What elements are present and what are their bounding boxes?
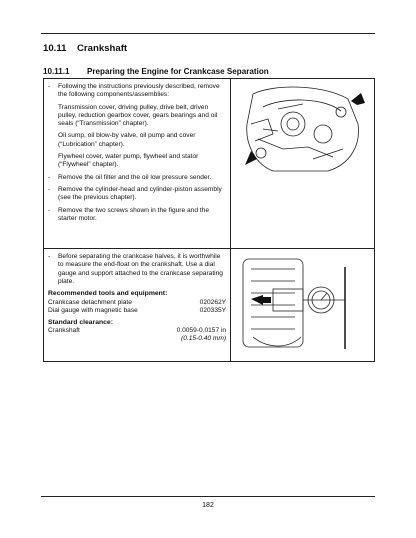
procedure-text-cell-2: [44, 249, 231, 362]
step-item: - Remove the two screws shown in the figure and the starter motor.: [48, 206, 210, 222]
procedure-row-2: [44, 249, 375, 362]
step-item: - Remove the cylinder-head and cylinder-piston assembly (see the previous chapter).: [48, 185, 222, 202]
component-paragraph: Flywheel cover, water pump, flywheel and stator (“Flywheel” chapter).: [58, 153, 199, 169]
step-item: - Before separating the crankcase halves, it is worthwhile to measure the end-float on the crankshaft. Use a dial gauge and support attached to the crankcase separating plate.: [48, 253, 223, 285]
page-number: 182: [202, 502, 214, 509]
tool-row: [48, 299, 226, 307]
step-text: Before separating the crankcase halves, it is worthwhile to measure the end-float on the crankshaft. Use a dial gauge and support attached to the crankcase separating plate.: [58, 253, 223, 285]
subsection-title: Preparing the Engine for Crankcase Separation: [87, 67, 269, 76]
component-paragraph: Transmission cover, driving pulley, drive belt, driven pulley, reduction gearbox cover, gears bearings and oil seals (“Transmission” chapter).: [58, 103, 218, 128]
tool-code: 020335Y: [199, 306, 227, 314]
component-paragraph: Oil sump, oil blow-by valve, oil pump and cover (“Lubrication” chapter).: [58, 132, 196, 148]
section-title: Crankshaft: [77, 43, 128, 54]
clearance-row: [48, 327, 226, 343]
section-number: 10.11: [43, 43, 67, 54]
step-item: - Remove the oil filter and the oil low pressure sender.: [48, 173, 212, 181]
clearance-value-mm: (0.15-0.40 mm): [181, 335, 227, 342]
subsection-number: 10.11.1: [43, 67, 70, 76]
step-text: Remove the two screws shown in the figure and the starter motor.: [58, 206, 210, 222]
clearance-title: Standard clearance:: [48, 318, 113, 326]
clearance-item: Crankshaft: [48, 327, 80, 334]
step-item: - Following the instructions previously described, remove the following components/assemblies:: [48, 83, 220, 99]
step-text: Following the instructions previously described, remove the following components/assemblies:: [58, 83, 220, 99]
procedure-table: [43, 78, 375, 362]
tool-code: 020262Y: [199, 298, 227, 306]
crankcase-screws-figure: [233, 79, 373, 179]
tools-title: Recommended tools and equipment:: [48, 290, 168, 298]
figure-cell-1: [231, 79, 375, 249]
section-heading: [43, 43, 127, 54]
figure-cell-2: [231, 249, 375, 362]
header-rule: [41, 33, 375, 34]
clearance-values: [177, 327, 227, 343]
step-text: Remove the cylinder-head and cylinder-piston assembly (see the previous chapter).: [58, 185, 222, 202]
tool-name: Dial gauge with magnetic base: [48, 306, 138, 314]
subsection-heading: [43, 67, 269, 76]
footer-rule: [41, 496, 375, 497]
clearance-value-in: 0.0059-0.0157 in: [176, 327, 227, 334]
step-text: Remove the oil filter and the oil low pressure sender.: [58, 173, 212, 181]
procedure-text-cell-1: [44, 79, 231, 249]
tool-row: [48, 307, 226, 315]
tool-name: Crankcase detachment plate: [48, 298, 132, 306]
dial-gauge-figure: [233, 249, 373, 357]
procedure-row-1: [44, 79, 375, 249]
